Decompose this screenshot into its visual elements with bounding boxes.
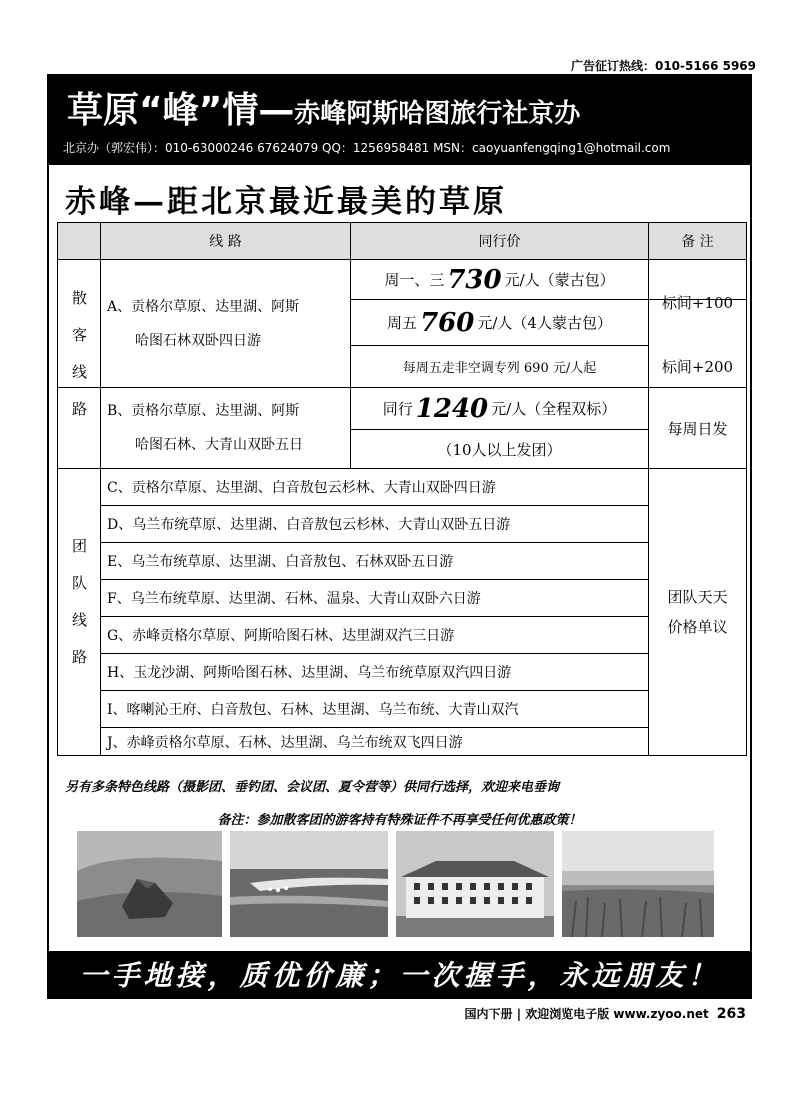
route-b	[101, 388, 350, 468]
footer-slogan: 一手地接，质优价廉；一次握手，永远朋友！	[49, 951, 750, 997]
route-a-line2: 哈图石林双卧四日游	[135, 332, 261, 349]
team-route-g: G、赤峰贡格尔草原、阿斯哈图石林、达里湖双汽三日游	[107, 628, 455, 644]
remark-note: 备注：参加散客团的游客持有特殊证件不再享受任何优惠政策！	[217, 813, 582, 828]
team-route-f: F、乌兰布统草原、达里湖、石林、温泉、大青山双卧六日游	[107, 591, 481, 607]
price-a2-post: 元/人（4人蒙古包）	[477, 314, 612, 332]
price-a2	[351, 300, 648, 345]
header-note: 备 注	[681, 234, 714, 250]
price-a2-pre: 周五	[387, 314, 418, 332]
route-a	[101, 260, 350, 387]
photo-grassland-rock	[77, 831, 222, 937]
route-table	[57, 222, 747, 756]
ad-hotline: 广告征订热线：010-5166 5969	[570, 59, 756, 73]
price-a1	[351, 260, 648, 299]
note-a1: 标间+100	[661, 294, 734, 312]
page-footer-text: 国内下册 | 欢迎浏览电子版 www.zyoo.net	[464, 1007, 709, 1021]
route-b-line2: 哈图石林、大青山双卧五日	[135, 437, 303, 453]
agency-title	[67, 82, 580, 133]
note-team-line1: 团队天天	[667, 588, 728, 606]
photo-hotel	[396, 831, 554, 937]
note-a2: 标间+200	[661, 358, 734, 376]
team-route-i: I、喀喇沁王府、白音敖包、石林、达里湖、乌兰布统、大青山双汽	[107, 702, 519, 718]
price-b1-post: 元/人（全程双标）	[491, 400, 617, 418]
price-b1-num: 1240	[415, 393, 489, 424]
route-b-line1: B、贡格尔草原、达里湖、阿斯	[107, 403, 300, 419]
price-b1	[351, 388, 648, 429]
price-b2: （10人以上发团）	[437, 440, 562, 459]
extra-lines-note: 另有多条特色线路（摄影团、垂钓团、会议团、夏令营等）供同行选择，欢迎来电垂询	[65, 780, 560, 795]
photo-river-meadow	[230, 831, 388, 937]
page-footer	[465, 1005, 746, 1022]
header-route: 线 路	[209, 234, 242, 250]
tuandui-label-text: 团队线路	[70, 538, 88, 686]
note-b: 每周日发	[667, 419, 728, 438]
ad-frame	[47, 74, 752, 999]
team-route-h: H、玉龙沙湖、阿斯哈图石林、达里湖、乌兰布统草原双汽四日游	[107, 665, 512, 681]
contact-info: 北京办（郭宏伟）：010-63000246 67624079 QQ：1256958481 MSN：caoyuanfengqing1@hotmail.com	[63, 141, 671, 155]
price-a1-post: 元/人（蒙古包）	[504, 271, 615, 289]
tuandui-label	[58, 469, 100, 755]
title-main: 草原“峰”情—	[67, 90, 295, 131]
price-a1-num: 730	[447, 264, 502, 295]
price-a1-pre: 周一、三	[384, 271, 445, 289]
page-number: 263	[716, 1006, 746, 1022]
slogan: 赤峰—距北京最近最美的草原	[65, 184, 507, 220]
team-route-j: J、赤峰贡格尔草原、石林、达里湖、乌兰布统双飞四日游	[107, 734, 463, 751]
sanke-label	[58, 260, 100, 468]
sanke-label-text: 散客线路	[70, 290, 88, 438]
price-a2-num: 760	[420, 307, 475, 338]
route-a-line1: A、贡格尔草原、达里湖、阿斯	[107, 298, 300, 315]
team-route-d: D、乌兰布统草原、达里湖、白音敖包云杉林、大青山双卧五日游	[107, 517, 511, 533]
note-team	[649, 469, 746, 755]
title-sub: 赤峰阿斯哈图旅行社京办	[294, 99, 581, 129]
team-route-e: E、乌兰布统草原、达里湖、白音敖包、石林双卧五日游	[107, 554, 454, 570]
note-team-line2: 价格单议	[667, 618, 728, 636]
price-a3: 每周五走非空调专列 690 元/人起	[402, 361, 597, 376]
header-price: 同行价	[478, 234, 521, 250]
photo-lake-reeds	[562, 831, 714, 937]
price-b1-pre: 同行	[382, 400, 413, 418]
header-banner	[49, 76, 750, 165]
team-route-c: C、贡格尔草原、达里湖、白音敖包云杉林、大青山双卧四日游	[107, 480, 496, 496]
